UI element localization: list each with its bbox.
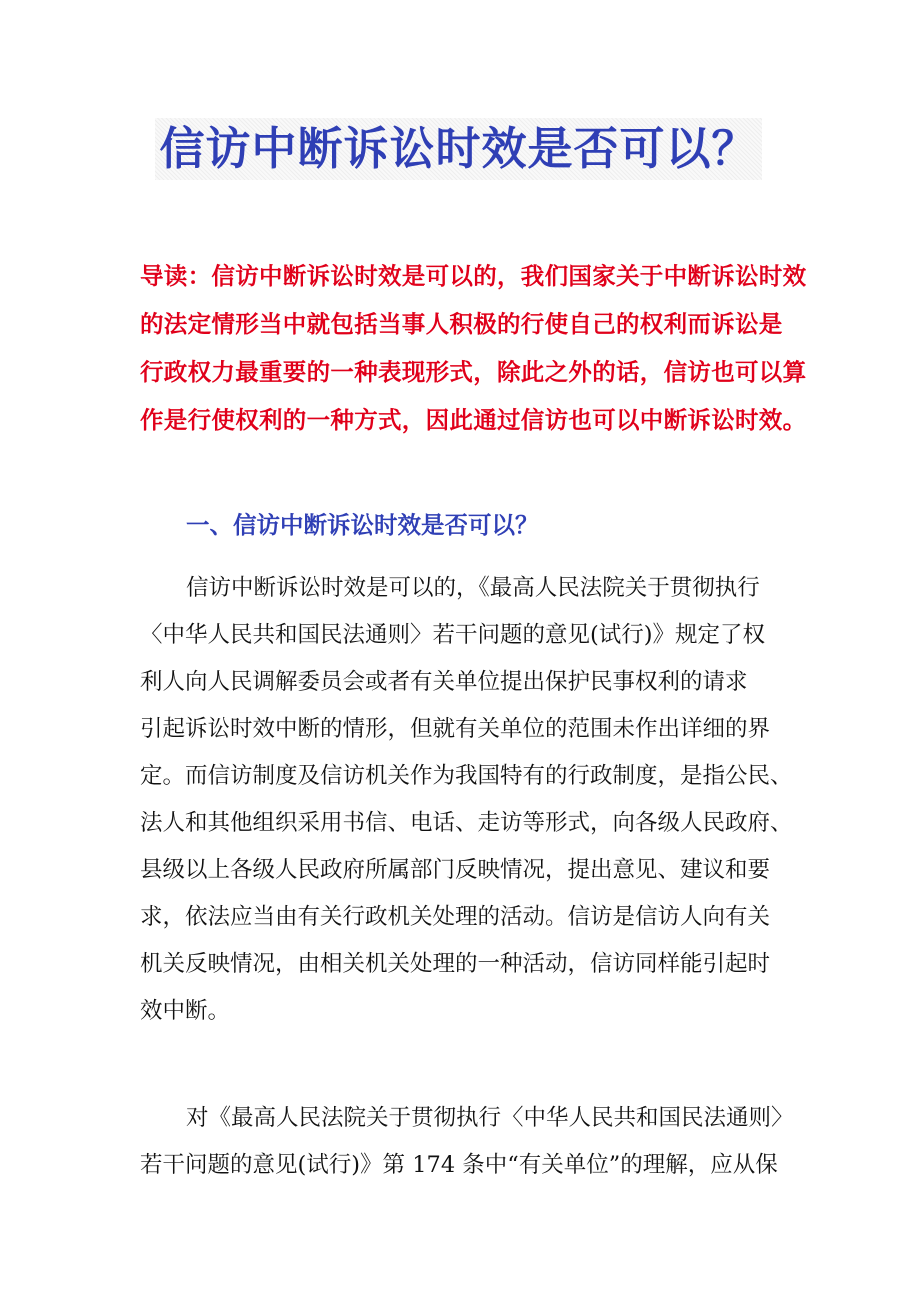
- body-paragraph-2: [140, 1095, 794, 1189]
- document-title: 信访中断诉讼时效是否可以？: [159, 122, 758, 175]
- paragraph-line: 引起诉讼时效中断的情形，但就有关单位的范围未作出详细的界: [140, 716, 771, 742]
- paragraph-line: 定。而信访制度及信访机关作为我国特有的行政制度，是指公民、: [140, 763, 793, 789]
- paragraph-line: 法人和其他组织采用书信、电话、走访等形式，向各级人民政府、: [140, 810, 793, 836]
- paragraph-line: 对《最高人民法院关于贯彻执行〈中华人民共和国民法通则〉: [186, 1105, 794, 1131]
- intro-line: 导读：信访中断诉讼时效是可以的，我们国家关于中断诉讼时效: [140, 262, 807, 290]
- paragraph-line: 信访中断诉讼时效是可以的，《最高人民法院关于贯彻执行: [186, 575, 760, 601]
- intro-line: 的法定情形当中就包括当事人积极的行使自己的权利而诉讼是: [140, 310, 783, 338]
- title-banner: [155, 118, 762, 180]
- paragraph-line: 效中断。: [140, 998, 231, 1024]
- paragraph-line: 〈中华人民共和国民法通则〉若干问题的意见(试行)》规定了权: [140, 622, 766, 648]
- paragraph-line: 若干问题的意见(试行)》第 174 条中“有关单位”的理解，应从保: [140, 1152, 778, 1178]
- paragraph-line: 利人向人民调解委员会或者有关单位提出保护民事权利的请求: [140, 669, 748, 695]
- intro-line: 作是行使权利的一种方式，因此通过信访也可以中断诉讼时效。: [140, 406, 807, 434]
- paragraph-line: 县级以上各级人民政府所属部门反映情况，提出意见、建议和要: [140, 857, 771, 883]
- intro-line: 行政权力最重要的一种表现形式，除此之外的话，信访也可以算: [140, 358, 807, 386]
- paragraph-line: 求，依法应当由有关行政机关处理的活动。信访是信访人向有关: [140, 904, 771, 930]
- paragraph-line: 机关反映情况，由相关机关处理的一种活动，信访同样能引起时: [140, 951, 771, 977]
- body-paragraph-1: [140, 565, 793, 1035]
- intro-summary: [140, 252, 807, 444]
- section-heading: 一、信访中断诉讼时效是否可以？: [186, 511, 539, 539]
